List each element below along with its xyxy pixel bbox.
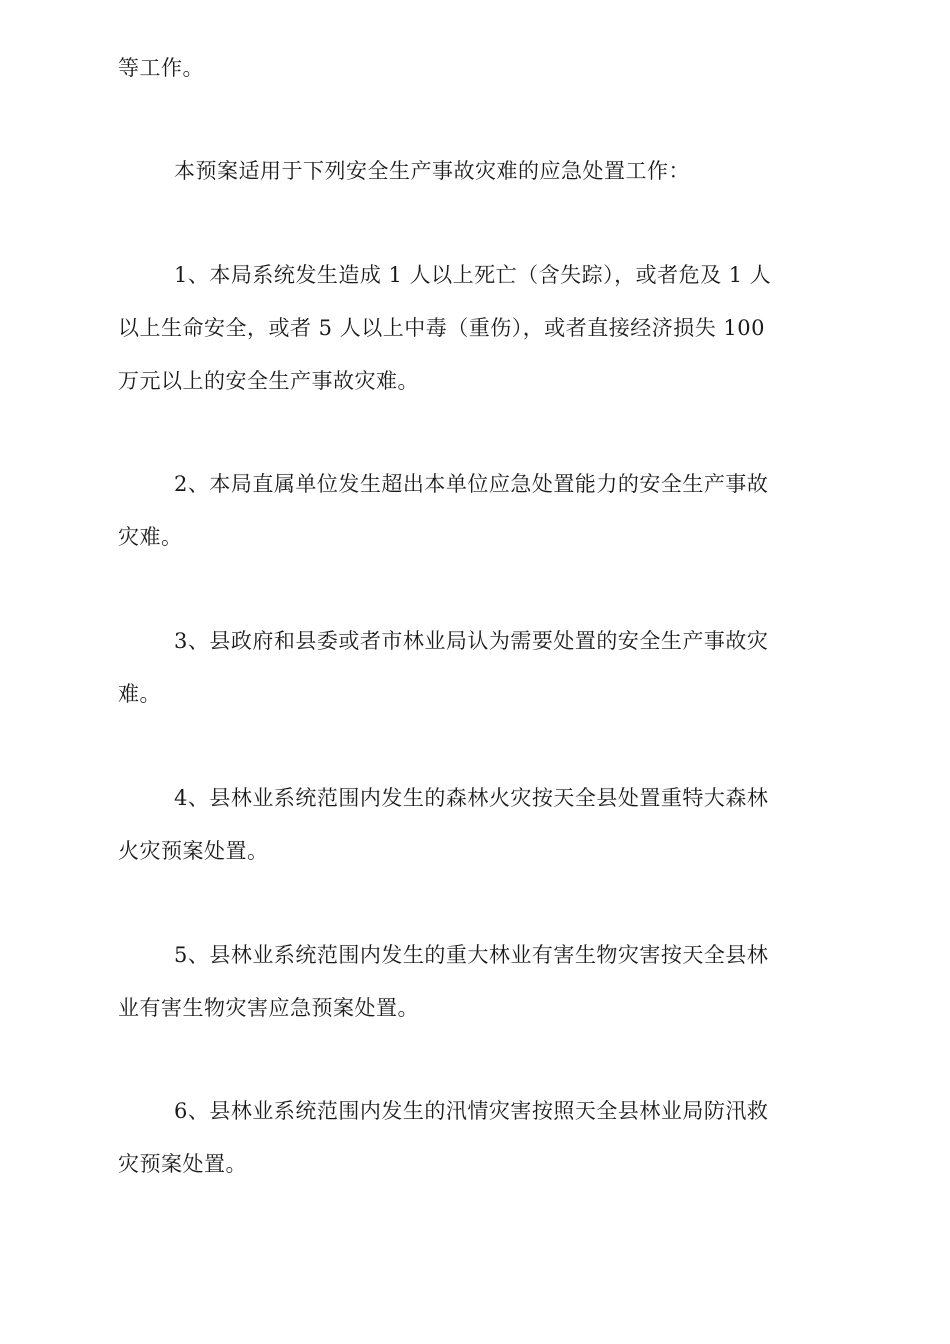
text-line: 万元以上的安全生产事故灾难。 <box>118 369 419 393</box>
paragraph-item-2 <box>118 458 842 564</box>
text-line: 4、县林业系统范围内发生的森林火灾按天全县处置重特大森林 <box>174 786 769 810</box>
text-line: 本预案适用于下列安全生产事故灾难的应急处置工作： <box>174 159 690 183</box>
text-line: 业有害生物灾害应急预案处置。 <box>118 996 419 1020</box>
paragraph-continuation <box>118 42 842 95</box>
text-line: 1、本局系统发生造成 1 人以上死亡（含失踪），或者危及 1 人 <box>174 263 772 287</box>
paragraph-item-6 <box>118 1085 842 1191</box>
text-line: 3、县政府和县委或者市林业局认为需要处置的安全生产事故灾 <box>174 629 769 653</box>
text-line: 火灾预案处置。 <box>118 839 269 863</box>
paragraph-scope-intro <box>118 145 842 198</box>
text-line: 难。 <box>118 682 161 706</box>
text-line: 灾预案处置。 <box>118 1152 247 1176</box>
paragraph-item-3 <box>118 615 842 721</box>
text-line: 5、县林业系统范围内发生的重大林业有害生物灾害按天全县林 <box>174 943 769 967</box>
text-line: 灾难。 <box>118 525 183 549</box>
text-line: 6、县林业系统范围内发生的汛情灾害按照天全县林业局防汛救 <box>174 1099 769 1123</box>
paragraph-item-5 <box>118 929 842 1035</box>
text-line: 等工作。 <box>118 56 204 80</box>
paragraph-item-4 <box>118 772 842 878</box>
paragraph-item-1 <box>118 249 842 408</box>
text-line: 2、本局直属单位发生超出本单位应急处置能力的安全生产事故 <box>174 472 769 496</box>
text-line: 以上生命安全，或者 5 人以上中毒（重伤），或者直接经济损失 100 <box>118 316 765 340</box>
